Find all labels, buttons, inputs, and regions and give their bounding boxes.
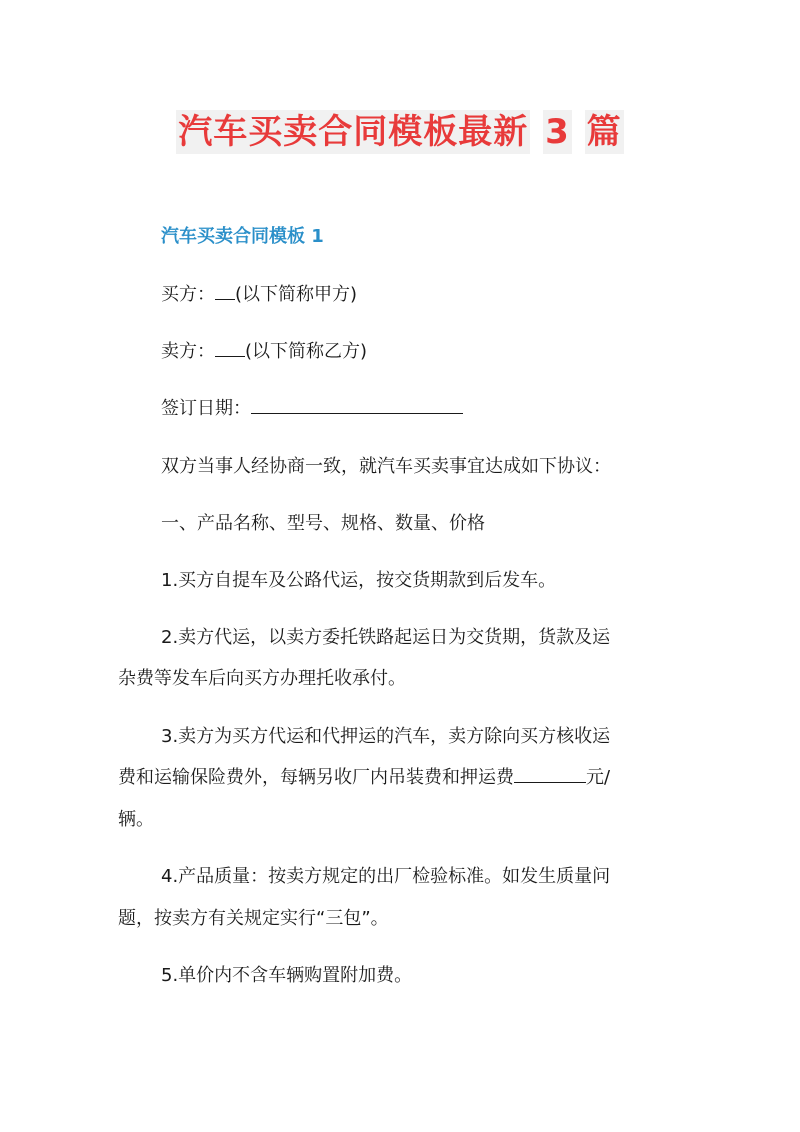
item-2-line-2: 杂费等发车后向买方办理托收承付。 [118, 668, 406, 689]
buyer-blank [215, 281, 235, 300]
seller-blank [215, 338, 245, 357]
clause-heading: 一、产品名称、型号、规格、数量、价格 [161, 513, 485, 534]
item-4-line-1: 4.产品质量：按卖方规定的出厂检验标准。如发生质量问 [161, 866, 611, 887]
buyer-note: (以下简称甲方) [235, 284, 358, 305]
section-heading: 汽车买卖合同模板 1 [161, 226, 324, 247]
buyer-label: 买方： [161, 284, 215, 305]
date-label: 签订日期： [161, 398, 251, 419]
seller-line [161, 337, 367, 363]
item-3-unit: 元/ [586, 767, 611, 788]
intro-paragraph: 双方当事人经协商一致，就汽车买卖事宜达成如下协议： [161, 456, 611, 477]
item-4-line-2: 题，按卖方有关规定实行“三包”。 [118, 908, 389, 929]
fee-blank [514, 764, 586, 783]
title-suffix: 篇 [586, 112, 622, 152]
title-text: 汽车买卖合同模板最新 [178, 112, 529, 152]
buyer-line [161, 280, 357, 306]
date-blank [251, 395, 463, 414]
item-3-line-2 [118, 763, 610, 789]
item-5: 5.单价内不含车辆购置附加费。 [161, 965, 413, 986]
seller-note: (以下简称乙方) [245, 341, 368, 362]
item-3-line-1: 3.卖方为买方代运和代押运的汽车，卖方除向买方核收运 [161, 726, 611, 747]
item-3-line-3: 辆。 [118, 809, 154, 830]
document-title [0, 104, 800, 153]
item-2-line-1: 2.卖方代运，以卖方委托铁路起运日为交货期，货款及运 [161, 627, 611, 648]
date-line [161, 394, 463, 420]
seller-label: 卖方： [161, 341, 215, 362]
item-3-line-2-text: 费和运输保险费外，每辆另收厂内吊装费和押运费 [118, 767, 514, 788]
title-number: 3 [545, 112, 570, 152]
item-1: 1.买方自提车及公路代运，按交货期款到后发车。 [161, 570, 557, 591]
